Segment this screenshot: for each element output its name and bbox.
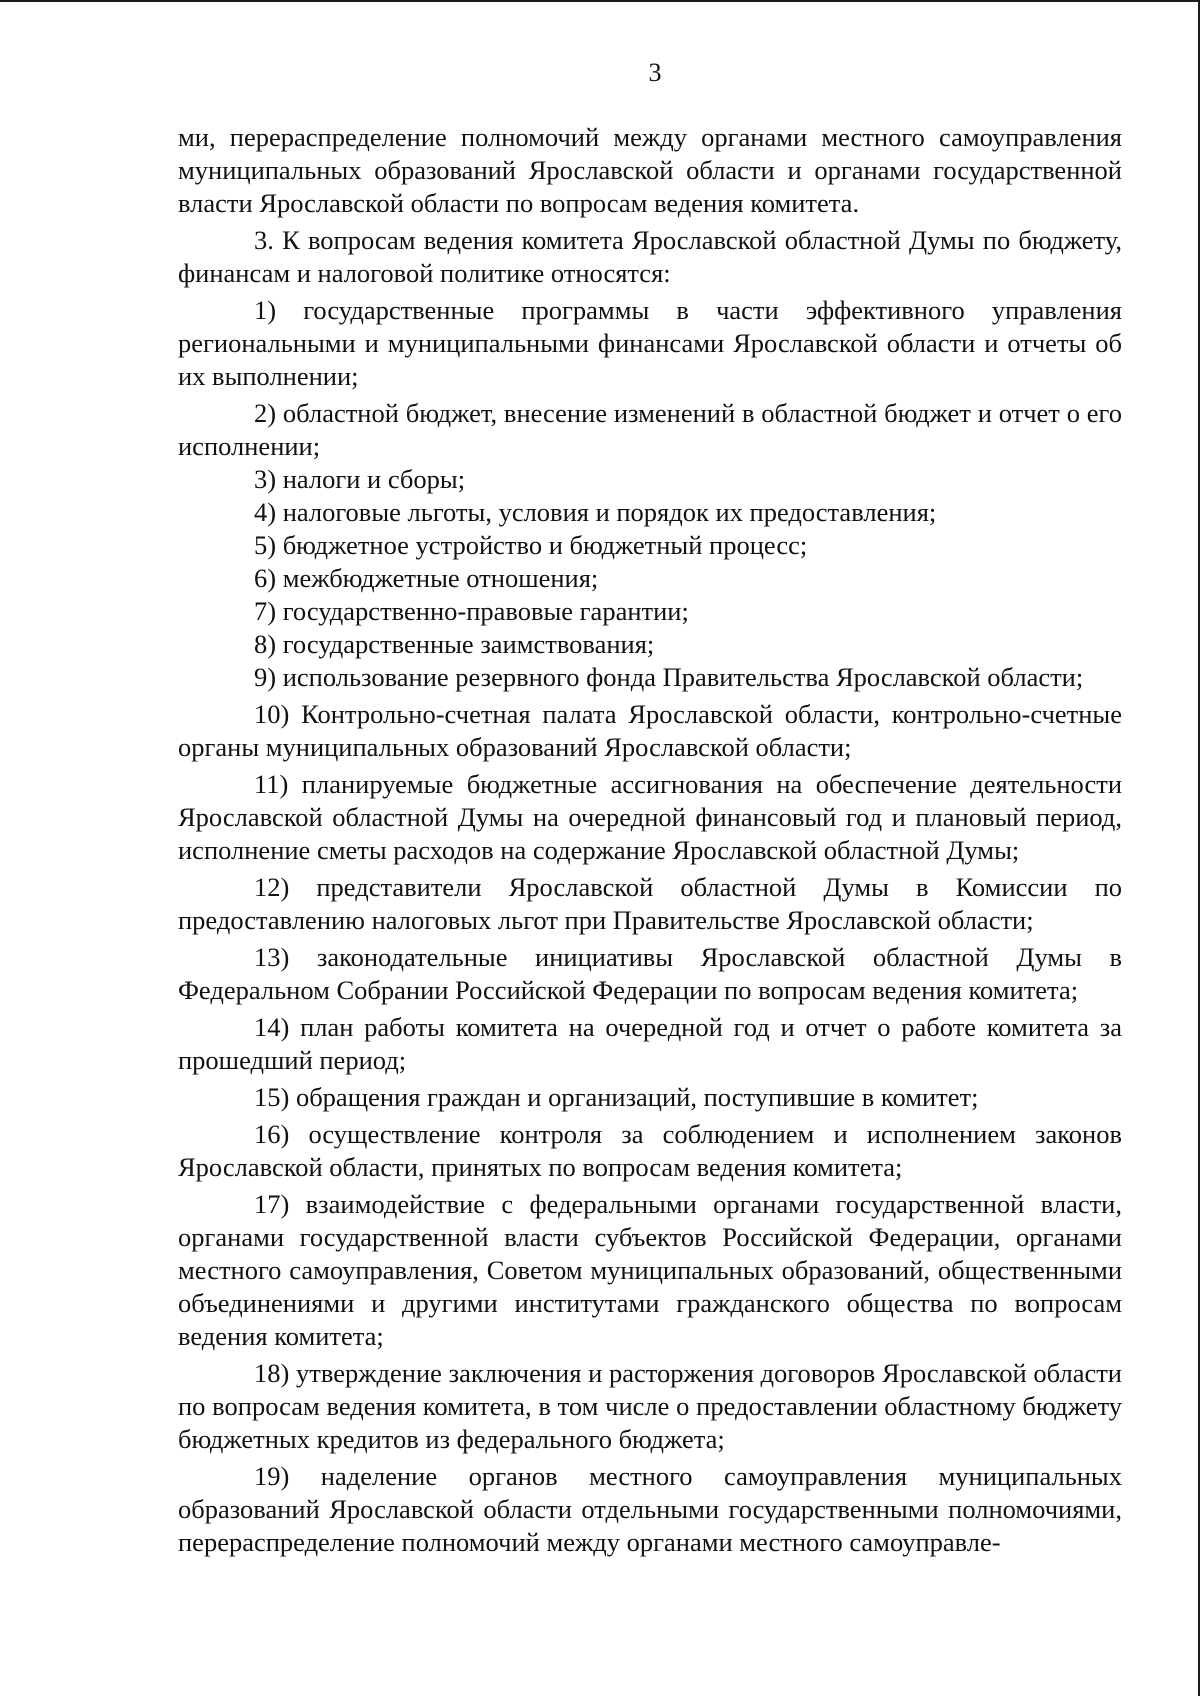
list-item-5: 5) бюджетное устройство и бюджетный процесс; [254, 530, 808, 560]
list-item-8: 8) государственные заимствования; [254, 629, 655, 659]
list-item-7: 7) государственно-правовые гарантии; [254, 596, 689, 626]
page-number: 3 [648, 58, 662, 87]
list-item-10: 10) Контрольно-счетная палата Ярославской области, контрольно-счетные органы муниципальных образований Ярославской области; [178, 699, 1122, 762]
list-item-12: 12) представители Ярославской областной Думы в Комиссии по предоставлению налоговых льгот при Правительстве Ярославской области; [178, 872, 1122, 935]
list-item-4: 4) налоговые льготы, условия и порядок их предоставления; [254, 497, 937, 527]
paragraph-section-3: 3. К вопросам ведения комитета Ярославской областной Думы по бюджету, финансам и налоговой политике относятся: [178, 225, 1122, 288]
list-item-18: 18) утверждение заключения и расторжения договоров Ярославской области по вопросам ведения комитета, в том числе о предоставлении областному бюджету бюджетных кредитов из федерального бюджета; [178, 1358, 1122, 1454]
list-item-3: 3) налоги и сборы; [254, 464, 466, 494]
list-item-13: 13) законодательные инициативы Ярославской областной Думы в Федеральном Собрании Российской Федерации по вопросам ведения комитета; [178, 942, 1122, 1005]
paragraph-continuation: ми, перераспределение полномочий между органами местного самоуправления муниципальных образований Ярославской области и органами государственной власти Ярославской области по вопросам ведения комитета. [178, 122, 1122, 218]
list-item-11: 11) планируемые бюджетные ассигнования на обеспечение деятельности Ярославской областной Думы на очередной финансовый год и плановый период, исполнение сметы расходов на содержание Ярославской областной Думы; [178, 769, 1122, 865]
list-item-1: 1) государственные программы в части эффективного управления региональными и муниципальными финансами Ярославской области и отчеты об их выполнении; [178, 295, 1122, 391]
list-item-2: 2) областной бюджет, внесение изменений в областной бюджет и отчет о его исполнении; [178, 398, 1122, 461]
list-item-19: 19) наделение органов местного самоуправления муниципальных образований Ярославской области отдельными государственными полномочиями, перераспределение полномочий между органами местного самоуправле- [178, 1461, 1122, 1557]
list-item-15: 15) обращения граждан и организаций, поступившие в комитет; [254, 1082, 979, 1112]
list-item-17: 17) взаимодействие с федеральными органами государственной власти, органами государственной власти субъектов Российской Федерации, органами местного самоуправления, Советом муниципальных образований, общественными объединениями и другими институтами гражданского общества по вопросам ведения комитета; [178, 1189, 1122, 1351]
document-body [178, 121, 1122, 1559]
list-item-6: 6) межбюджетные отношения; [254, 563, 599, 593]
list-item-9: 9) использование резервного фонда Правительства Ярославской области; [254, 662, 1084, 692]
list-item-14: 14) план работы комитета на очередной год и отчет о работе комитета за прошедший период; [178, 1012, 1122, 1075]
list-item-16: 16) осуществление контроля за соблюдением и исполнением законов Ярославской области, принятых по вопросам ведения комитета; [178, 1119, 1122, 1182]
